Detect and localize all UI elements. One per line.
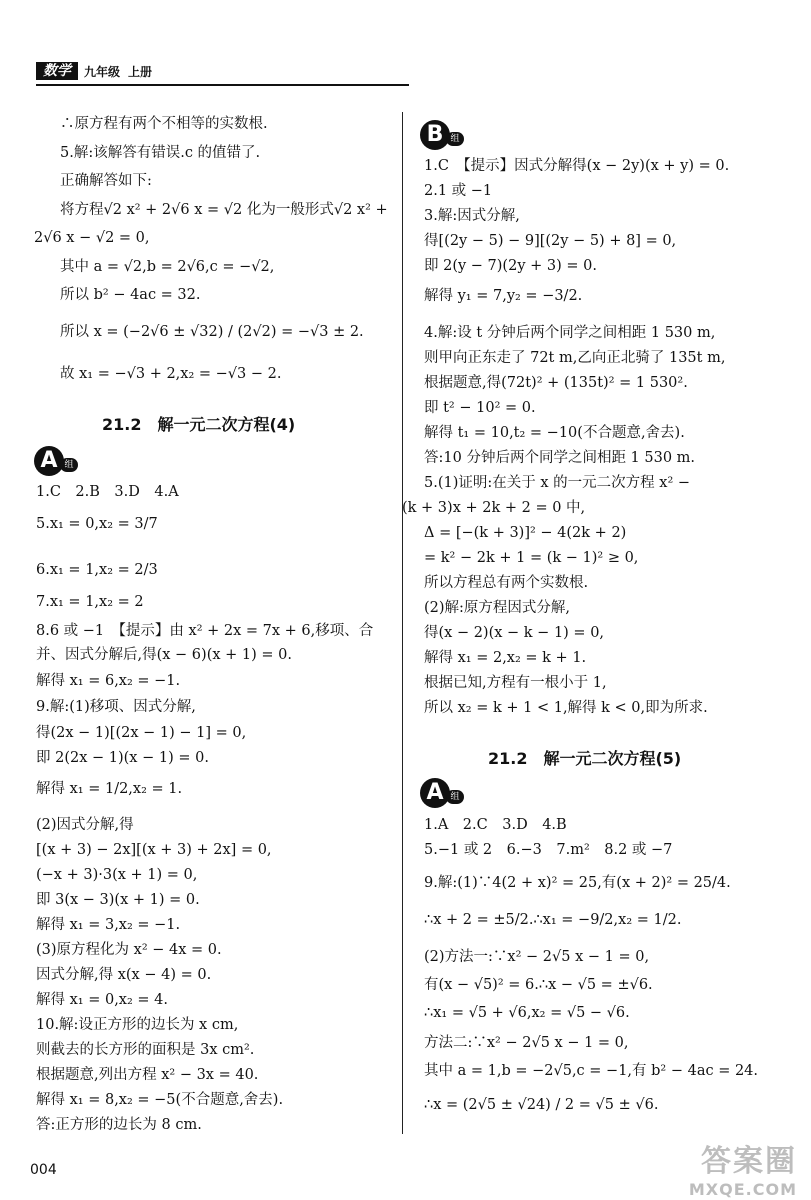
text-line: 其中 a = √2,b = 2√6,c = −√2, [60,259,275,275]
text-line: 得[(2y − 5) − 9][(2y − 5) + 8] = 0, [424,233,677,249]
text-line: 3.解:因式分解, [424,208,520,224]
text-line: (2)因式分解,得 [36,817,134,833]
text-line: 解得 x₁ = 2,x₂ = k + 1. [424,650,587,666]
badge-letter: A [34,446,64,476]
badge-letter: A [420,778,450,808]
text-line: 5.−1 或 2 6.−3 7.m² 8.2 或 −7 [424,842,673,858]
text-line: 则截去的长方形的面积是 3x cm². [36,1042,255,1058]
text-line: 解得 x₁ = 3,x₂ = −1. [36,917,181,933]
text-line: 正确解答如下: [60,173,152,189]
text-line: 10.解:设正方形的边长为 x cm, [36,1017,239,1033]
text-line: 8.6 或 −1 【提示】由 x² + 2x = 7x + 6,移项、合 [36,623,374,639]
text-line: 根据题意,列出方程 x² − 3x = 40. [36,1067,259,1083]
text-line: 即 3(x − 3)(x + 1) = 0. [36,892,200,908]
text-line: 有(x − √5)² = 6.∴x − √5 = ±√6. [424,977,653,993]
text-line: 9.解:(1)∵4(2 + x)² = 25,有(x + 2)² = 25/4. [424,875,731,891]
text-line: 1.C 【提示】因式分解得(x − 2y)(x + y) = 0. [424,158,730,174]
badge-group: 组 [446,790,464,804]
text-line: 得(2x − 1)[(2x − 1) − 1] = 0, [36,725,247,741]
text-line: 7.x₁ = 1,x₂ = 2 [36,594,144,610]
text-line: 1.C 2.B 3.D 4.A [36,484,179,500]
text-line: 则甲向正东走了 72t m,乙向正北骑了 135t m, [424,350,726,366]
text-line: 其中 a = 1,b = −2√5,c = −1,有 b² − 4ac = 24. [424,1063,759,1079]
text-line: 5.x₁ = 0,x₂ = 3/7 [36,516,158,532]
text-line: 解得 x₁ = 1/2,x₂ = 1. [36,781,183,797]
text-line: = k² − 2k + 1 = (k − 1)² ≥ 0, [424,550,639,566]
text-line: 解得 x₁ = 0,x₂ = 4. [36,992,168,1008]
text-line: ∴x + 2 = ±5/2.∴x₁ = −9/2,x₂ = 1/2. [424,912,682,928]
header-rule [36,84,409,86]
text-line: 答:正方形的边长为 8 cm. [36,1117,202,1133]
watermark-line1: 答案圈 [701,1144,797,1179]
text-line: 6.x₁ = 1,x₂ = 2/3 [36,562,158,578]
group-b-badge [420,120,466,152]
text-line: 所以 x = (−2√6 ± √32) / (2√2) = −√3 ± 2. [60,324,364,340]
column-divider [402,112,403,1134]
text-line: 所以 x₂ = k + 1 < 1,解得 k < 0,即为所求. [424,700,708,716]
text-line: 并、因式分解后,得(x − 6)(x + 1) = 0. [36,647,292,663]
text-line: (k + 3)x + 2k + 2 = 0 中, [402,500,586,516]
text-line: ∴x₁ = √5 + √6,x₂ = √5 − √6. [424,1005,630,1021]
section-title-4: 21.2 解一元二次方程(4) [102,415,296,434]
text-line: Δ = [−(k + 3)]² − 4(2k + 2) [424,525,627,541]
text-line: 解得 t₁ = 10,t₂ = −10(不合题意,舍去). [424,425,685,441]
text-line: 答:10 分钟后两个同学之间相距 1 530 m. [424,450,696,466]
text-line: (2)方法一:∵x² − 2√5 x − 1 = 0, [424,949,650,965]
watermark [689,1136,797,1199]
text-line: 2√6 x − √2 = 0, [34,230,150,246]
grade-label: 九年级 [84,64,121,79]
badge-group: 组 [60,458,78,472]
text-line: 所以方程总有两个实数根. [424,575,589,591]
text-line: (3)原方程化为 x² − 4x = 0. [36,942,222,958]
text-line: ∴x = (2√5 ± √24) / 2 = √5 ± √6. [424,1097,659,1113]
badge-letter: B [420,120,450,150]
text-line: 5.解:该解答有错误.c 的值错了. [60,145,261,161]
text-line: 9.解:(1)移项、因式分解, [36,699,196,715]
text-line: 方法二:∵x² − 2√5 x − 1 = 0, [424,1035,629,1051]
text-line: 2.1 或 −1 [424,183,493,199]
section-title-5: 21.2 解一元二次方程(5) [488,749,682,768]
text-line: 解得 x₁ = 8,x₂ = −5(不合题意,舍去). [36,1092,284,1108]
text-line: 所以 b² − 4ac = 32. [60,287,201,303]
text-line: 4.解:设 t 分钟后两个同学之间相距 1 530 m, [424,325,716,341]
page-header [36,62,152,80]
text-line: [(x + 3) − 2x][(x + 3) + 2x] = 0, [36,842,272,858]
watermark-line2: MXQE.COM [688,1180,797,1199]
badge-group: 组 [446,132,464,146]
text-line: (−x + 3)·3(x + 1) = 0, [36,867,198,883]
text-line: (2)解:原方程因式分解, [424,600,571,616]
text-line: 将方程√2 x² + 2√6 x = √2 化为一般形式√2 x² + [60,202,388,218]
text-line: 因式分解,得 x(x − 4) = 0. [36,967,212,983]
group-a-badge-2 [420,778,466,810]
text-line: 即 2(2x − 1)(x − 1) = 0. [36,750,209,766]
text-line: 故 x₁ = −√3 + 2,x₂ = −√3 − 2. [60,366,282,382]
text-line: ∴原方程有两个不相等的实数根. [60,116,268,132]
text-line: 解得 y₁ = 7,y₂ = −3/2. [424,288,583,304]
term-label: 上册 [128,64,153,79]
page-number: 004 [30,1162,57,1178]
text-line: 根据题意,得(72t)² + (135t)² = 1 530². [424,375,688,391]
subject-label: 数学 [36,62,78,80]
text-line: 根据已知,方程有一根小于 1, [424,675,607,691]
text-line: 1.A 2.C 3.D 4.B [424,817,567,833]
text-line: 即 2(y − 7)(2y + 3) = 0. [424,258,597,274]
text-line: 5.(1)证明:在关于 x 的一元二次方程 x² − [424,475,691,491]
text-line: 解得 x₁ = 6,x₂ = −1. [36,673,181,689]
text-line: 即 t² − 10² = 0. [424,400,536,416]
text-line: 得(x − 2)(x − k − 1) = 0, [424,625,605,641]
group-a-badge [34,446,80,478]
